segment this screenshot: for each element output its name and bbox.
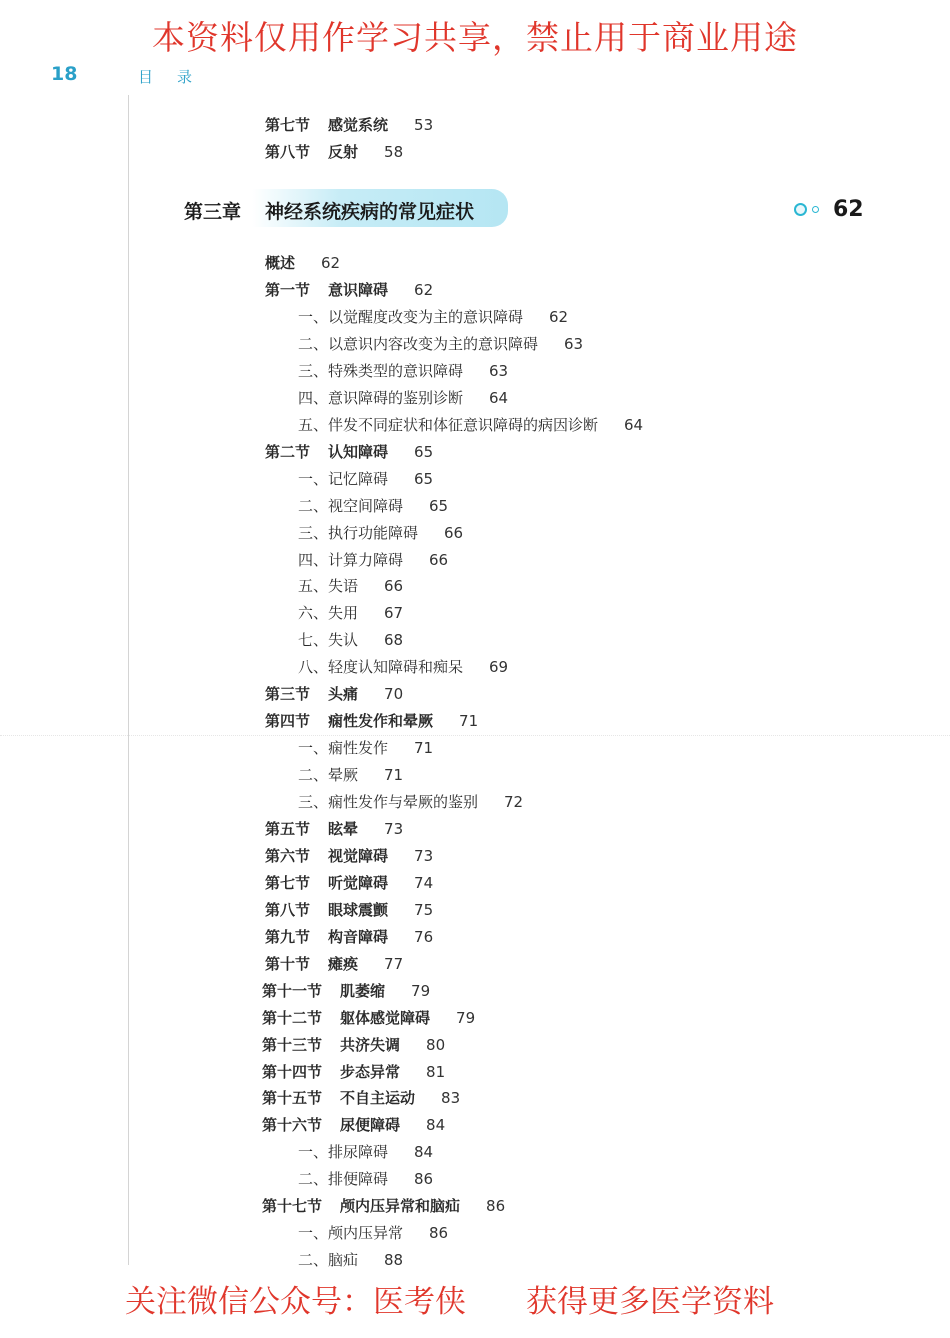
toc-subsection[interactable] — [298, 550, 448, 570]
page-number: 77 — [384, 954, 404, 973]
subsection-title: 二、视空间障碍 — [298, 496, 404, 515]
section-label: 第七节 — [265, 873, 311, 892]
toc-subsection[interactable] — [298, 1223, 448, 1243]
section-title: 认知障碍 — [328, 442, 389, 461]
section-label: 第八节 — [265, 143, 311, 161]
section-label: 第五节 — [265, 819, 311, 838]
page-number: 62 — [321, 254, 341, 272]
page-number: 70 — [384, 685, 404, 704]
page-number: 65 — [414, 442, 434, 461]
section-title: 躯体感觉障碍 — [340, 1008, 431, 1027]
page-number: 86 — [414, 1170, 434, 1189]
section-label: 第十二节 — [262, 1008, 323, 1027]
section-label: 第十六节 — [262, 1116, 323, 1135]
subsection-title: 七、失认 — [298, 631, 359, 650]
toc-section[interactable] — [265, 684, 403, 704]
toc-section[interactable] — [265, 280, 433, 300]
toc-subsection[interactable] — [298, 469, 433, 489]
page-number: 66 — [444, 523, 464, 542]
page-number: 72 — [504, 793, 524, 811]
page-number: 67 — [384, 604, 404, 623]
subsection-title: 一、排尿障碍 — [298, 1143, 389, 1162]
toc-subsection[interactable] — [298, 334, 583, 354]
page-number: 81 — [426, 1062, 446, 1081]
toc-section[interactable] — [265, 846, 433, 866]
toc-subsection[interactable] — [298, 415, 643, 435]
toc-subsection[interactable] — [298, 361, 508, 381]
subsection-title: 一、颅内压异常 — [298, 1224, 404, 1243]
page-number: 64 — [489, 388, 509, 407]
section-title: 眼球震颤 — [328, 900, 389, 919]
page-number: 86 — [429, 1224, 449, 1243]
section-label: 第四节 — [265, 712, 311, 731]
section-label: 第十四节 — [262, 1062, 323, 1081]
page-number: 71 — [384, 766, 404, 784]
section-title: 头痛 — [328, 685, 359, 704]
page-number: 79 — [456, 1008, 476, 1027]
section-title: 不自主运动 — [340, 1089, 416, 1108]
page-number: 69 — [489, 658, 509, 677]
section-title: 痫性发作和晕厥 — [328, 712, 434, 731]
chapter-page-number: 62 — [833, 197, 864, 222]
section-label: 第二节 — [265, 442, 311, 461]
section-label: 第一节 — [265, 280, 311, 299]
section-title: 颅内压异常和脑疝 — [340, 1197, 461, 1216]
subsection-title: 五、失语 — [298, 577, 359, 596]
toc-subsection[interactable] — [298, 765, 403, 785]
watermark-bottom — [125, 1276, 845, 1321]
toc-subsection[interactable] — [298, 657, 508, 677]
section-label: 第十五节 — [262, 1089, 323, 1108]
chapter-title[interactable]: 神经系统疾病的常见症状 — [265, 201, 475, 223]
section-label: 第七节 — [265, 116, 311, 134]
section-title: 尿便障碍 — [340, 1116, 401, 1135]
section-label: 第三节 — [265, 685, 311, 704]
page-number: 63 — [489, 361, 509, 380]
chapter-label: 第三章 — [184, 201, 242, 223]
toc-subsection[interactable] — [298, 523, 463, 543]
page-number: 84 — [414, 1143, 434, 1162]
section-label: 第十一节 — [262, 981, 323, 1000]
section-title: 反射 — [328, 143, 359, 161]
page-number: 71 — [459, 712, 479, 731]
toc-subsection[interactable] — [298, 496, 448, 516]
page-number: 62 — [549, 307, 569, 326]
page-number: 83 — [441, 1089, 461, 1108]
section-label: 第十节 — [265, 954, 311, 973]
page-number: 73 — [384, 819, 404, 838]
subsection-title: 一、记忆障碍 — [298, 469, 389, 488]
subsection-title: 一、痫性发作 — [298, 739, 389, 758]
margin-rule — [128, 95, 129, 1265]
page-number: 84 — [426, 1116, 446, 1135]
toc-section[interactable] — [262, 1062, 445, 1082]
subsection-title: 二、以意识内容改变为主的意识障碍 — [298, 334, 539, 353]
running-page-number: 18 — [51, 63, 78, 85]
page-number: 63 — [564, 334, 584, 353]
section-label: 第十七节 — [262, 1197, 323, 1216]
subsection-title: 三、痫性发作与晕厥的鉴别 — [298, 793, 479, 811]
section-title: 眩晕 — [328, 819, 359, 838]
page-number: 88 — [384, 1251, 404, 1270]
toc-prev-section[interactable] — [265, 115, 433, 135]
page-number: 53 — [414, 116, 434, 134]
watermark-top: 本资料仅用作学习共享，禁止用于商业用途 — [152, 18, 798, 57]
page-number: 68 — [384, 631, 404, 650]
page-number: 75 — [414, 900, 434, 919]
subsection-title: 二、晕厥 — [298, 766, 359, 784]
page-number: 66 — [429, 550, 449, 569]
watermark-bottom-right: 获得更多医学资料 — [526, 1284, 774, 1320]
subsection-title: 二、脑疝 — [298, 1251, 359, 1270]
toc-subsection[interactable] — [298, 738, 433, 758]
section-title: 共济失调 — [340, 1035, 401, 1054]
page-number: 66 — [384, 577, 404, 596]
page-number: 64 — [624, 415, 644, 434]
section-title: 步态异常 — [340, 1062, 401, 1081]
subsection-title: 一、以觉醒度改变为主的意识障碍 — [298, 307, 524, 326]
toc-section[interactable] — [265, 873, 433, 893]
section-title: 听觉障碍 — [328, 873, 389, 892]
toc-section[interactable] — [262, 1115, 445, 1135]
page-number: 76 — [414, 927, 434, 946]
toc-subsection[interactable] — [298, 1250, 403, 1270]
section-title: 瘫痪 — [328, 954, 359, 973]
page-number: 65 — [429, 496, 449, 515]
watermark-bottom-left: 关注微信公众号：医考侠 — [125, 1284, 466, 1320]
toc-subsection[interactable] — [298, 307, 568, 327]
section-title: 构音障碍 — [328, 927, 389, 946]
subsection-title: 八、轻度认知障碍和痴呆 — [298, 658, 464, 677]
section-label: 第六节 — [265, 846, 311, 865]
subsection-title: 三、执行功能障碍 — [298, 523, 419, 542]
subsection-title: 二、排便障碍 — [298, 1170, 389, 1189]
page-number: 73 — [414, 846, 434, 865]
page-number: 71 — [414, 739, 434, 758]
page-number: 62 — [414, 280, 434, 299]
toc-subsection[interactable] — [298, 630, 403, 650]
toc-section[interactable] — [262, 1035, 445, 1055]
subsection-title: 六、失用 — [298, 604, 359, 623]
toc-section[interactable] — [265, 442, 433, 462]
overview-title: 概述 — [265, 254, 296, 272]
toc-section[interactable] — [262, 1088, 460, 1108]
section-label: 第十三节 — [262, 1035, 323, 1054]
toc-section[interactable] — [265, 927, 433, 947]
page-number: 58 — [384, 143, 404, 161]
toc-subsection[interactable] — [298, 1169, 433, 1189]
section-title: 肌萎缩 — [340, 981, 386, 1000]
toc-section[interactable] — [265, 819, 403, 839]
toc-overview[interactable] — [265, 253, 340, 273]
section-title: 视觉障碍 — [328, 846, 389, 865]
toc-section[interactable] — [262, 1008, 475, 1028]
running-title: 目录 — [138, 68, 217, 86]
toc-subsection[interactable] — [298, 1142, 433, 1162]
toc-section[interactable] — [262, 1196, 505, 1216]
toc-subsection[interactable] — [298, 603, 403, 623]
subsection-title: 四、意识障碍的鉴别诊断 — [298, 388, 464, 407]
subsection-title: 三、特殊类型的意识障碍 — [298, 361, 464, 380]
toc-section[interactable] — [265, 711, 478, 731]
page-number: 80 — [426, 1035, 446, 1054]
section-title: 感觉系统 — [328, 116, 389, 134]
toc-prev-section[interactable] — [265, 142, 403, 162]
section-label: 第八节 — [265, 900, 311, 919]
subsection-title: 五、伴发不同症状和体征意识障碍的病因诊断 — [298, 415, 599, 434]
toc-subsection[interactable] — [298, 792, 523, 812]
scan-seam — [0, 735, 950, 737]
toc-section[interactable] — [265, 900, 433, 920]
toc-section[interactable] — [262, 981, 430, 1001]
page-number: 74 — [414, 873, 434, 892]
section-title: 意识障碍 — [328, 280, 389, 299]
section-label: 第九节 — [265, 927, 311, 946]
page-number: 79 — [411, 981, 431, 1000]
page-number: 65 — [414, 469, 434, 488]
toc-section[interactable] — [265, 954, 403, 974]
toc-subsection[interactable] — [298, 388, 508, 408]
subsection-title: 四、计算力障碍 — [298, 550, 404, 569]
page-number: 86 — [486, 1197, 506, 1216]
toc-subsection[interactable] — [298, 576, 403, 596]
